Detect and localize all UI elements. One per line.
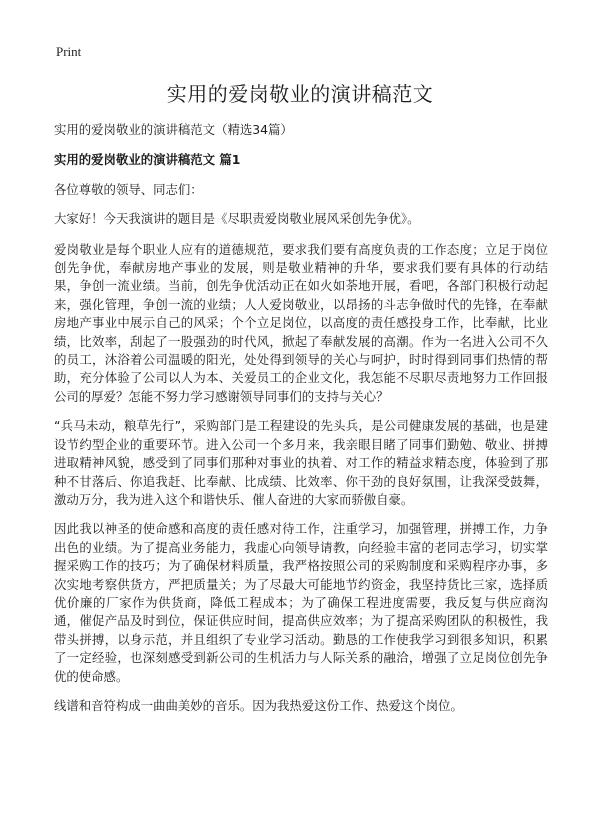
opening-line: 大家好！今天我演讲的题目是《尽职责爱岗敬业展风采创先争优》。 [54, 211, 420, 227]
document-subtitle: 实用的爱岗敬业的演讲稿范文（精选34篇） [54, 122, 293, 137]
paragraph: 线谱和音符构成一曲曲美妙的音乐。因为我热爱这份工作、热爱这个岗位。 [54, 697, 463, 713]
section-heading: 实用的爱岗敬业的演讲稿范文 篇1 [54, 152, 241, 168]
paragraph: “兵马未动，粮草先行”，采购部门是工程建设的先头兵，是公司健康发展的基础，也是建设节约型企业的重要环节。进入公司一个多月来，我亲眼目睹了同事们勤勉、敬业、拼搏进取精神风貌，感受到了同事们那种对事业的执着、对工作的精益求精态度，体验到了那种不甘落后、你追我赶、比奉献、比成绩、比效率、你干劲的良好氛围，让我深受鼓舞，激动万分，我为进入这个和谐快乐、催人奋进的大家而骄傲自豪。 [54, 418, 548, 507]
document-body [54, 121, 548, 726]
paragraph: 因此我以神圣的使命感和高度的责任感对待工作，注重学习，加强管理，拼搏工作，力争出色的业绩。为了提高业务能力，我虚心向领导请教，向经验丰富的老同志学习，切实掌握采购工作的技巧；为了确保材料质量，我严格按照公司的采购制度和采购程序办事，多次实地考察供货方，严把质量关；为了尽最大可能地节约资金，我坚持货比三家，选择质优价廉的厂家作为供货商，降低工程成本；为了确保工程进度需要，我反复与供应商沟通，催促产品及时到位，保证供应时间，提高供应效率；为了提高采购团队的积极性，我带头拼搏，以身示范，并且组织了专业学习活动。勤恳的工作使我学习到很多知识，积累了一定经验，也深刻感受到新公司的生机活力与人际关系的融洽，增强了立足岗位创先争优的使命感。 [54, 521, 548, 684]
print-link[interactable]: Print [56, 44, 82, 59]
salutation: 各位尊敬的领导、同志们： [54, 181, 203, 197]
paragraph: 爱岗敬业是每个职业人应有的道德规范，要求我们要有高度负责的工作态度；立足于岗位创先争优，奉献房地产事业的发展，则是敬业精神的升华，要求我们要有具体的行动结果，争创一流业绩。当前，创先争优活动正在如火如荼地开展，看吧，各部门积极行动起来，强化管理，争创一流的业绩；人人爱岗敬业，以昂扬的斗志争做时代的先锋，在奉献房地产事业中展示自己的风采；个个立足岗位，以高度的责任感投身工作，比奉献，比业绩，比效率，刮起了一股强劲的时代风，掀起了奉献发展的高潮。作为一名进入公司不久的员工，沐浴着公司温暖的阳光，处处得到领导的关心与呵护，时时得到同事们热情的帮助，充分体验了公司以人为本、关爱员工的企业文化，我怎能不尽职尽责地努力工作回报公司的厚爱？怎能不努力学习感谢领导同事们的支持与关心？ [54, 241, 548, 404]
document-title: 实用的爱岗敬业的演讲稿范文 [166, 82, 434, 106]
